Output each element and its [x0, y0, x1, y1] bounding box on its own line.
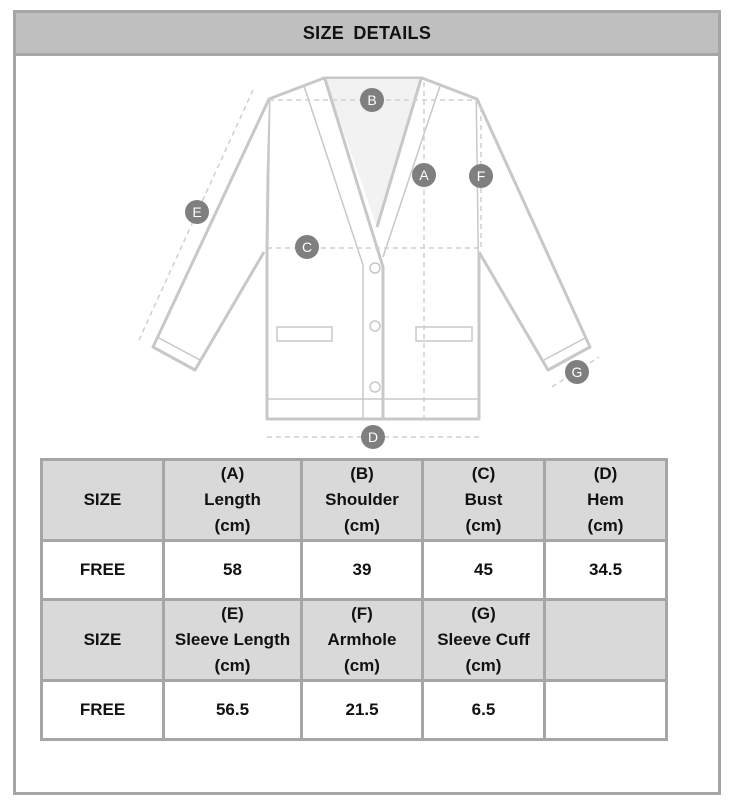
svg-text:F: F — [476, 168, 486, 184]
table-cell: 45 — [423, 541, 545, 600]
marker-e-icon — [185, 200, 209, 224]
table-header-cell: (D) Hem (cm) — [545, 460, 667, 541]
table-cell — [545, 681, 667, 740]
table-header-cell: (E) Sleeve Length (cm) — [164, 600, 302, 681]
marker-a-icon — [412, 163, 436, 187]
table-cell: 58 — [164, 541, 302, 600]
svg-text:C: C — [301, 239, 313, 255]
table-cell: FREE — [42, 681, 164, 740]
marker-f-icon — [469, 164, 493, 188]
size-table — [40, 458, 668, 741]
table-cell: 34.5 — [545, 541, 667, 600]
svg-text:E: E — [192, 204, 202, 220]
table-cell: 21.5 — [302, 681, 423, 740]
title-bar — [16, 13, 718, 56]
table-row — [42, 681, 667, 740]
marker-c-icon — [295, 235, 319, 259]
marker-b-icon — [360, 88, 384, 112]
table-header-cell: (G) Sleeve Cuff (cm) — [423, 600, 545, 681]
svg-text:D: D — [367, 429, 379, 445]
table-cell: FREE — [42, 541, 164, 600]
page-title: SIZE DETAILS — [302, 22, 432, 43]
cardigan-diagram — [127, 62, 607, 452]
table-header-cell: SIZE — [42, 460, 164, 541]
table-header-cell: (F) Armhole (cm) — [302, 600, 423, 681]
table-header-cell: (C) Bust (cm) — [423, 460, 545, 541]
table-header-cell: SIZE — [42, 600, 164, 681]
marker-g-icon — [565, 360, 589, 384]
table-header-cell: (B) Shoulder (cm) — [302, 460, 423, 541]
table-header-row — [42, 600, 667, 681]
table-cell: 39 — [302, 541, 423, 600]
table-cell: 6.5 — [423, 681, 545, 740]
table-row — [42, 541, 667, 600]
table-header-cell — [545, 600, 667, 681]
marker-d-icon — [361, 425, 385, 449]
table-header-row — [42, 460, 667, 541]
table-header-cell: (A) Length (cm) — [164, 460, 302, 541]
svg-text:B: B — [367, 92, 377, 108]
table-cell: 56.5 — [164, 681, 302, 740]
svg-text:G: G — [571, 364, 583, 380]
svg-text:A: A — [419, 167, 429, 183]
